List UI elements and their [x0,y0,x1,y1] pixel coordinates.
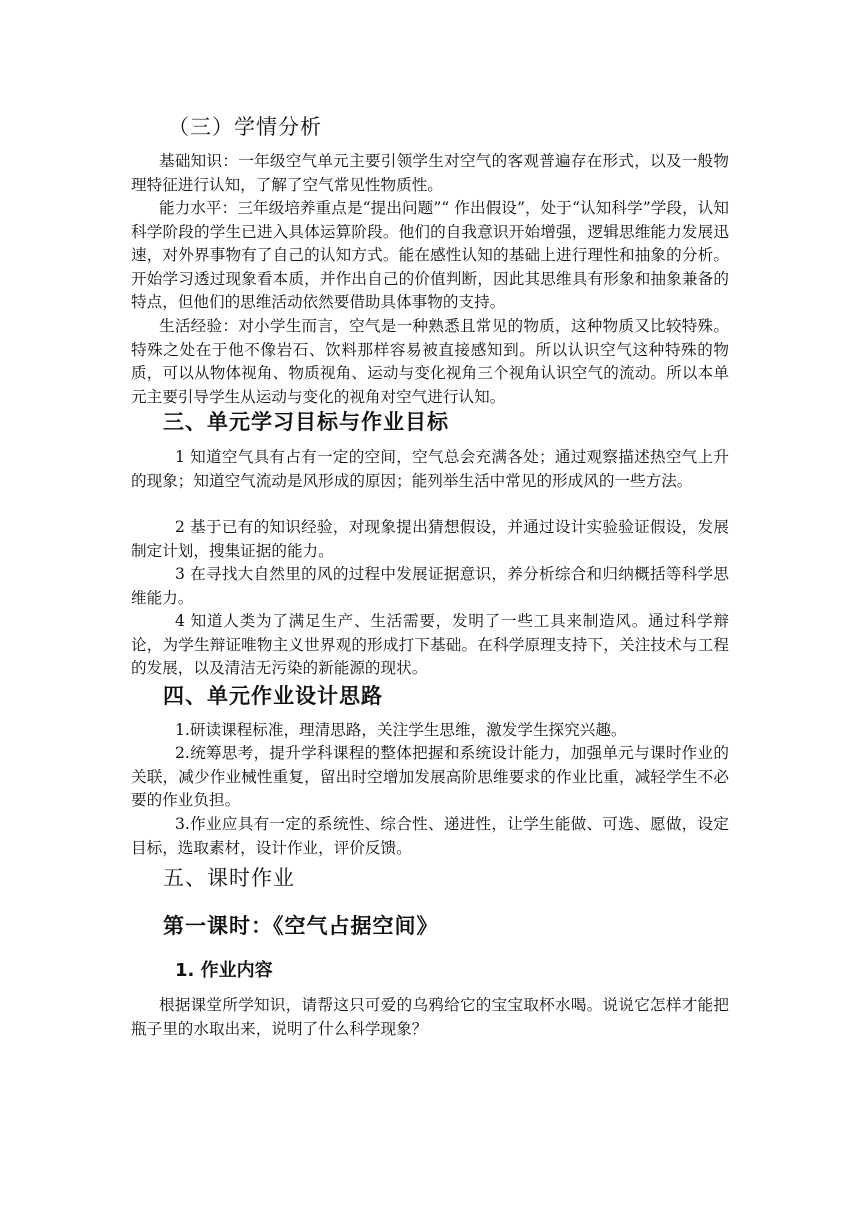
ability-level-paragraph: 能力水平：三年级培养重点是“提出问题”“ 作出假设”，处于“认知科学”学段，认知科学阶段的学生已进入具体运算阶段。他们的自我意识开始增强，逻辑思维能力发展迅速，对外界事物有了自己的认知方式。能在感性认知的基础上进行理性和抽象的分析。开始学习透过现象看本质，并作出自己的价值判断，因此其思维具有形象和抽象兼备的特点，但他们的思维活动依然要借助具体事物的支持。 [131,199,729,311]
objective-item-3: 3 在寻找大自然里的风的过程中发展证据意识，养分析综合和归纳概括等科学思维能力。 [131,565,729,607]
life-experience-paragraph: 生活经验：对小学生而言，空气是一种熟悉且常见的物质，这种物质又比较特殊。特殊之处在于他不像岩石、饮料那样容易被直接感知到。所以认识空气这种特殊的物质，可以从物体视角、物质视角、运动与变化视角三个视角认识空气的流动。所以本单元主要引导学生从运动与变化的视角对空气进行认知。 [131,317,729,406]
lesson-title: 第一课时：《空气占据空间》 [163,914,439,938]
objective-item-1: 1 知道空气具有占有一定的空间，空气总会充满各处；通过观察描述热空气上升的现象；知道空气流动是风形成的原因；能列举生活中常见的形成风的一些方法。 [131,448,729,490]
design-item-1: 1.研读课程标准，理清思路，关注学生思维，激发学生探究兴趣。 [175,721,627,739]
design-item-2: 2.统筹思考，提升学科课程的整体把握和系统设计能力，加强单元与课时作业的关联，减少作业械性重复，留出时空增加发展高阶思维要求的作业比重，减轻学生不必要的作业负担。 [131,744,729,809]
student-analysis-heading: （三）学情分析 [168,115,322,139]
homework-heading: 五、课时作业 [163,866,295,890]
homework-content-paragraph: 根据课堂所学知识，请帮这只可爱的乌鸦给它的宝宝取杯水喝。说说它怎样才能把瓶子里的水取出来，说明了什么科学现象？ [131,996,729,1038]
objective-item-4: 4 知道人类为了满足生产、生活需要，发明了一些工具来制造风。通过科学辩论，为学生辩证唯物主义世界观的形成打下基础。在科学原理支持下，关注技术与工程的发展，以及清洁无污染的新能源的现状。 [131,612,729,677]
objective-item-2: 2 基于已有的知识经验，对现象提出猜想假设，并通过设计实验验证假设，发展制定计划，搜集证据的能力。 [131,518,729,560]
homework-content-heading: 1. 作业内容 [175,960,273,981]
design-heading: 四、单元作业设计思路 [163,684,383,708]
objectives-heading: 三、单元学习目标与作业目标 [163,410,449,434]
design-item-3: 3.作业应具有一定的系统性、综合性、递进性，让学生能做、可选、愿做，设定目标，选取素材，设计作业，评价反馈。 [131,815,729,857]
basic-knowledge-paragraph: 基础知识：一年级空气单元主要引领学生对空气的客观普遍存在形式，以及一般物理特征进行认知，了解了空气常见性物质性。 [131,152,729,194]
